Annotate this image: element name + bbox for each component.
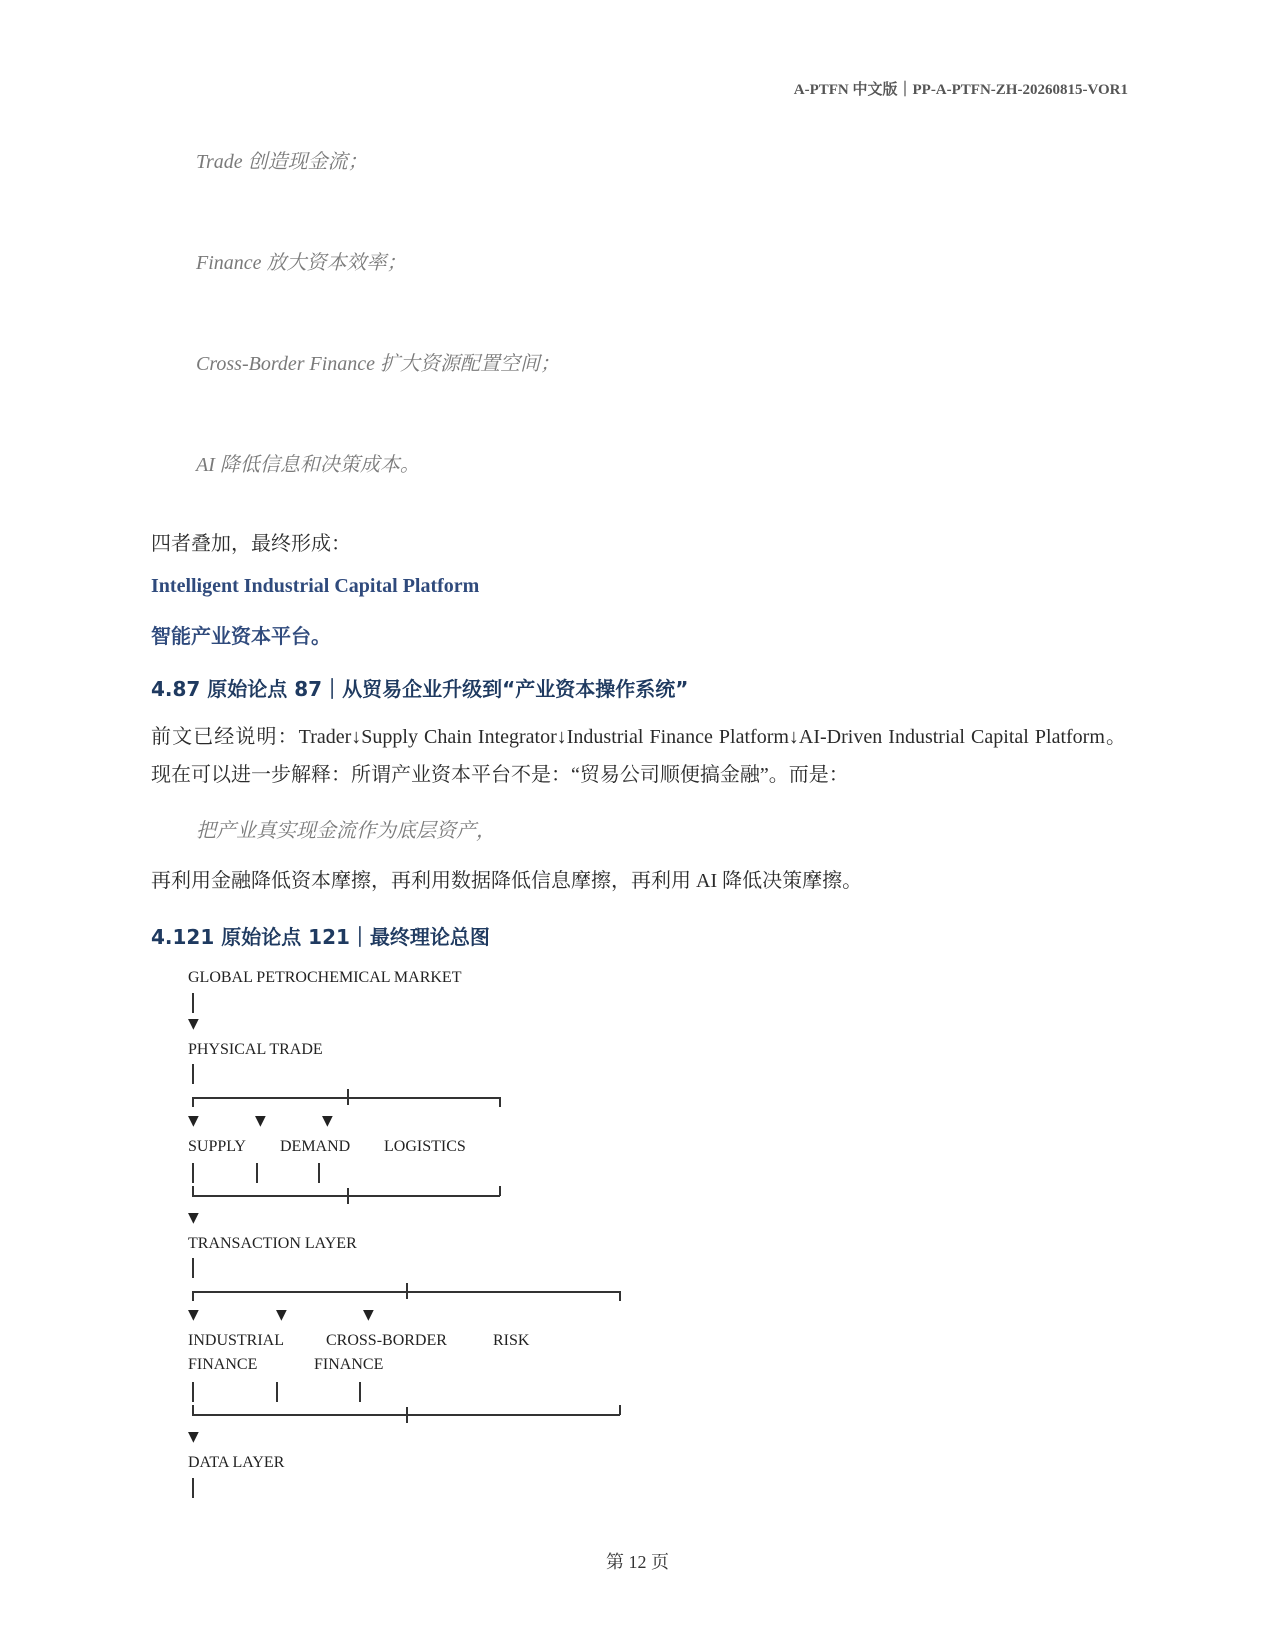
connector <box>192 1291 194 1301</box>
section-87-quote: 把产业真实现金流作为底层资产， <box>196 820 496 842</box>
section-87-closing: 再利用金融降低资本摩擦，再利用数据降低信息摩擦，再利用 AI 降低决策摩擦。 <box>151 870 863 892</box>
connector <box>192 1163 194 1183</box>
diagram-physical-trade: PHYSICAL TRADE <box>188 1041 323 1058</box>
connector <box>499 1097 501 1107</box>
arrow-down-icon: ▼ <box>188 1307 199 1323</box>
connector <box>192 993 194 1013</box>
arrow-down-icon: ▼ <box>188 1210 199 1226</box>
arrow-down-icon: ▼ <box>188 1429 199 1445</box>
arrow-down-icon: ▼ <box>363 1307 374 1323</box>
platform-name-en: Intelligent Industrial Capital Platform <box>151 575 480 597</box>
diagram-logistics: LOGISTICS <box>384 1138 466 1155</box>
connector <box>192 1064 194 1084</box>
bracket-bottom <box>192 1195 500 1197</box>
connector <box>347 1188 349 1204</box>
arrow-down-icon: ▼ <box>255 1113 266 1129</box>
page-number: 第 12 页 <box>606 1552 669 1572</box>
arrow-down-icon: ▼ <box>188 1113 199 1129</box>
arrow-down-icon: ▼ <box>276 1307 287 1323</box>
quote-ai: AI 降低信息和决策成本。 <box>196 454 420 476</box>
diagram-risk: RISK <box>493 1332 530 1349</box>
intro-line: 四者叠加，最终形成： <box>151 533 351 555</box>
platform-name-zh: 智能产业资本平台。 <box>151 624 331 648</box>
connector <box>192 1097 194 1107</box>
quote-finance: Finance 放大资本效率； <box>196 252 407 274</box>
quote-cross-border: Cross-Border Finance 扩大资源配置空间； <box>196 353 561 375</box>
section-87-paragraph: 前文已经说明：Trader↓Supply Chain Integrator↓Industrial Finance Platform↓AI-Driven Industrial Capital Platform。现在可以进一步解释：所谓产业资本平台不是：“贸易公司顺便搞金融”。而是： <box>151 726 1126 786</box>
connector <box>318 1163 320 1183</box>
diagram-data-layer: DATA LAYER <box>188 1454 285 1471</box>
connector <box>619 1291 621 1301</box>
diagram-demand: DEMAND <box>280 1138 351 1155</box>
diagram-finance-cross-border: FINANCE <box>314 1356 384 1373</box>
diagram-transaction-layer: TRANSACTION LAYER <box>188 1235 357 1252</box>
connector <box>406 1407 408 1423</box>
connector <box>192 1382 194 1402</box>
connector <box>256 1163 258 1183</box>
connector <box>359 1382 361 1402</box>
bracket-top <box>192 1097 500 1099</box>
diagram-market: GLOBAL PETROCHEMICAL MARKET <box>188 969 462 986</box>
diagram-supply: SUPPLY <box>188 1138 246 1155</box>
section-121-heading: 4.121 原始论点 121｜最终理论总图 <box>151 925 490 949</box>
quote-trade: Trade 创造现金流； <box>196 151 368 173</box>
arrow-down-icon: ▼ <box>322 1113 333 1129</box>
diagram-cross-border: CROSS-BORDER <box>326 1332 447 1349</box>
connector <box>192 1478 194 1498</box>
connector <box>276 1382 278 1402</box>
diagram-industrial: INDUSTRIAL <box>188 1332 284 1349</box>
arrow-down-icon: ▼ <box>188 1016 199 1032</box>
connector <box>192 1258 194 1278</box>
document-header: A-PTFN 中文版｜PP-A-PTFN-ZH-20260815-VOR1 <box>793 82 1128 98</box>
diagram-finance-industrial: FINANCE <box>188 1356 258 1373</box>
connector <box>406 1283 408 1299</box>
section-87-heading: 4.87 原始论点 87｜从贸易企业升级到“产业资本操作系统” <box>151 677 689 701</box>
connector <box>347 1089 349 1105</box>
